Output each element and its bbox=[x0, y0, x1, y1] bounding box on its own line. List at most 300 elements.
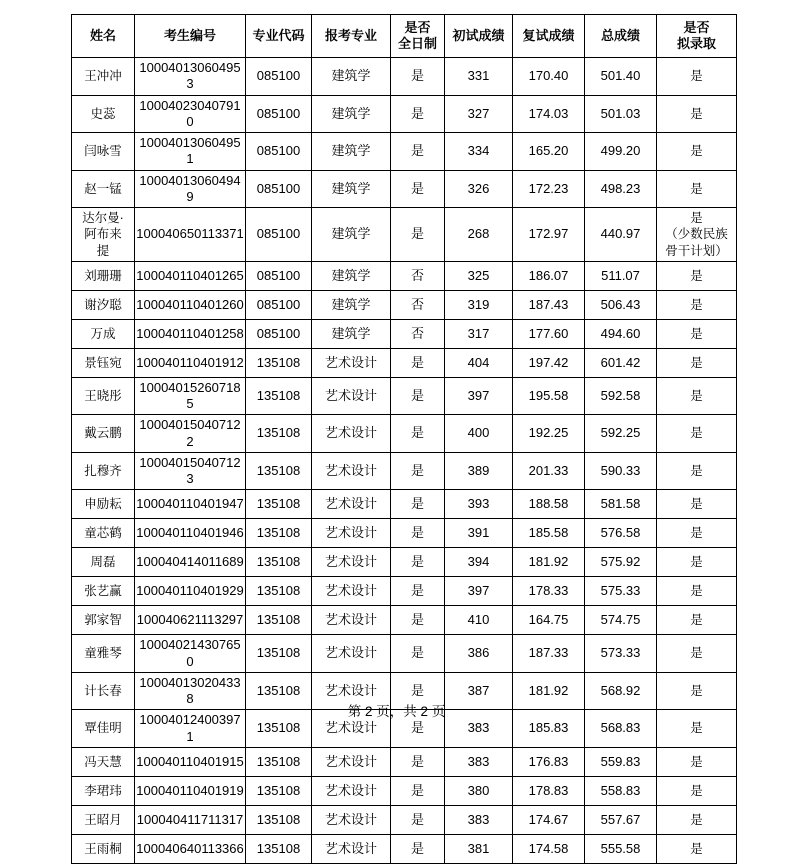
cell-admitted bbox=[657, 261, 737, 290]
cell-admitted bbox=[657, 208, 737, 262]
cell-line: 是 bbox=[690, 326, 703, 341]
cell-major: 艺术设计 bbox=[312, 548, 391, 577]
cell-first-score: 404 bbox=[445, 348, 513, 377]
cell-major-code: 135108 bbox=[246, 747, 312, 776]
cell-second-score: 172.23 bbox=[513, 170, 585, 208]
header-line: 是否 bbox=[683, 19, 710, 35]
cell-major: 艺术设计 bbox=[312, 672, 391, 710]
cell-exam-id: 100040124003971 bbox=[135, 710, 246, 748]
table-row bbox=[72, 776, 737, 805]
cell-name-text bbox=[73, 525, 133, 541]
header-line: 全日制 bbox=[397, 36, 437, 51]
cell-admitted bbox=[657, 519, 737, 548]
cell-major: 艺术设计 bbox=[312, 519, 391, 548]
cell-admitted bbox=[657, 490, 737, 519]
cell-major-code: 085100 bbox=[246, 319, 312, 348]
cell-first-score: 319 bbox=[445, 290, 513, 319]
cell-total-score: 574.75 bbox=[585, 606, 657, 635]
cell-admitted bbox=[657, 377, 737, 415]
cell-line: 是 bbox=[690, 426, 703, 441]
cell-line: 周磊 bbox=[90, 555, 116, 570]
cell-major: 艺术设计 bbox=[312, 606, 391, 635]
cell-name-text bbox=[73, 425, 133, 441]
cell-total-score: 501.40 bbox=[585, 58, 657, 96]
cell-fulltime: 是 bbox=[391, 519, 445, 548]
cell-name bbox=[72, 261, 135, 290]
column-header-major-code bbox=[246, 15, 312, 58]
cell-name-text bbox=[73, 388, 133, 404]
cell-total-score: 601.42 bbox=[585, 348, 657, 377]
cell-line: 是 bbox=[690, 144, 703, 159]
cell-name bbox=[72, 348, 135, 377]
cell-major-code: 135108 bbox=[246, 635, 312, 673]
cell-admitted-text bbox=[658, 181, 735, 197]
column-header-admitted-text bbox=[658, 20, 735, 53]
table-header-row bbox=[72, 15, 737, 58]
cell-admitted bbox=[657, 133, 737, 171]
cell-name-text bbox=[73, 783, 133, 799]
cell-total-score: 575.92 bbox=[585, 548, 657, 577]
cell-exam-id: 100040110401929 bbox=[135, 577, 246, 606]
cell-fulltime: 是 bbox=[391, 452, 445, 490]
cell-major-code: 135108 bbox=[246, 577, 312, 606]
cell-name bbox=[72, 415, 135, 453]
cell-major-code: 085100 bbox=[246, 261, 312, 290]
cell-first-score: 383 bbox=[445, 747, 513, 776]
cell-admitted-text bbox=[658, 645, 735, 661]
cell-first-score: 334 bbox=[445, 133, 513, 171]
cell-name bbox=[72, 776, 135, 805]
cell-line: 谢汐聪 bbox=[84, 297, 122, 312]
cell-admitted-text bbox=[658, 143, 735, 159]
cell-major-code: 085100 bbox=[246, 133, 312, 171]
cell-line: 是 bbox=[690, 584, 703, 599]
cell-fulltime: 是 bbox=[391, 672, 445, 710]
cell-admitted bbox=[657, 452, 737, 490]
cell-admitted-text bbox=[658, 297, 735, 313]
cell-line: 戴云鹏 bbox=[84, 426, 122, 441]
cell-line: （少数民族 bbox=[665, 227, 728, 242]
cell-admitted bbox=[657, 606, 737, 635]
cell-exam-id: 100040650113371 bbox=[135, 208, 246, 262]
cell-total-score: 559.83 bbox=[585, 747, 657, 776]
cell-major-code: 135108 bbox=[246, 348, 312, 377]
cell-line: 达尔曼· bbox=[82, 211, 124, 225]
cell-name bbox=[72, 377, 135, 415]
cell-line: 是 bbox=[690, 268, 703, 283]
cell-name-text bbox=[73, 583, 133, 599]
cell-major: 建筑学 bbox=[312, 319, 391, 348]
cell-second-score: 172.97 bbox=[513, 208, 585, 262]
cell-line: 王晓彤 bbox=[84, 388, 122, 403]
cell-admitted-text bbox=[658, 525, 735, 541]
cell-fulltime: 是 bbox=[391, 747, 445, 776]
cell-major-code: 135108 bbox=[246, 377, 312, 415]
cell-major-code: 135108 bbox=[246, 490, 312, 519]
cell-fulltime: 是 bbox=[391, 490, 445, 519]
cell-major: 建筑学 bbox=[312, 170, 391, 208]
table-row bbox=[72, 319, 737, 348]
cell-first-score: 325 bbox=[445, 261, 513, 290]
cell-line: 景钰宛 bbox=[84, 355, 122, 370]
cell-exam-id: 100040110401919 bbox=[135, 776, 246, 805]
cell-fulltime: 是 bbox=[391, 577, 445, 606]
cell-first-score: 383 bbox=[445, 710, 513, 748]
cell-name bbox=[72, 319, 135, 348]
cell-second-score: 188.58 bbox=[513, 490, 585, 519]
header-line: 专业代码 bbox=[252, 27, 305, 43]
admission-table-container bbox=[71, 14, 728, 864]
cell-major-code: 135108 bbox=[246, 805, 312, 834]
cell-admitted-text bbox=[658, 106, 735, 122]
cell-fulltime: 是 bbox=[391, 208, 445, 262]
table-row bbox=[72, 548, 737, 577]
cell-line: 是 bbox=[690, 555, 703, 570]
column-header-exam-id-text bbox=[136, 28, 244, 44]
cell-exam-id: 100040110401947 bbox=[135, 490, 246, 519]
cell-major-code: 135108 bbox=[246, 776, 312, 805]
table-row bbox=[72, 208, 737, 262]
column-header-total-score-text bbox=[586, 28, 655, 44]
cell-major-code: 085100 bbox=[246, 58, 312, 96]
cell-fulltime: 是 bbox=[391, 377, 445, 415]
cell-first-score: 326 bbox=[445, 170, 513, 208]
cell-admitted-text bbox=[658, 720, 735, 736]
cell-admitted-text bbox=[658, 210, 735, 259]
column-header-total-score bbox=[585, 15, 657, 58]
cell-exam-id: 100040130604953 bbox=[135, 58, 246, 96]
cell-fulltime: 是 bbox=[391, 834, 445, 863]
cell-fulltime: 是 bbox=[391, 415, 445, 453]
cell-exam-id: 100040110401915 bbox=[135, 747, 246, 776]
cell-fulltime: 是 bbox=[391, 95, 445, 133]
cell-admitted bbox=[657, 95, 737, 133]
cell-line: 申励耘 bbox=[84, 497, 122, 512]
cell-total-score: 558.83 bbox=[585, 776, 657, 805]
cell-second-score: 201.33 bbox=[513, 452, 585, 490]
cell-exam-id: 100040150407123 bbox=[135, 452, 246, 490]
cell-second-score: 177.60 bbox=[513, 319, 585, 348]
cell-first-score: 317 bbox=[445, 319, 513, 348]
cell-name-text bbox=[73, 326, 133, 342]
cell-second-score: 176.83 bbox=[513, 747, 585, 776]
table-row bbox=[72, 606, 737, 635]
cell-admitted-text bbox=[658, 554, 735, 570]
header-line: 是否 bbox=[404, 19, 431, 35]
cell-admitted bbox=[657, 577, 737, 606]
cell-fulltime: 是 bbox=[391, 606, 445, 635]
table-row bbox=[72, 377, 737, 415]
cell-exam-id: 100040110401946 bbox=[135, 519, 246, 548]
cell-admitted-text bbox=[658, 355, 735, 371]
column-header-major-text bbox=[313, 28, 389, 44]
cell-line: 是 bbox=[690, 463, 703, 478]
cell-name-text bbox=[73, 812, 133, 828]
cell-first-score: 331 bbox=[445, 58, 513, 96]
cell-major-code: 085100 bbox=[246, 290, 312, 319]
cell-exam-id: 100040110401258 bbox=[135, 319, 246, 348]
cell-line: 王昭月 bbox=[84, 812, 122, 827]
cell-total-score: 440.97 bbox=[585, 208, 657, 262]
cell-total-score: 494.60 bbox=[585, 319, 657, 348]
cell-second-score: 170.40 bbox=[513, 58, 585, 96]
table-row bbox=[72, 635, 737, 673]
table-row bbox=[72, 58, 737, 96]
cell-admitted bbox=[657, 58, 737, 96]
cell-major: 艺术设计 bbox=[312, 834, 391, 863]
cell-fulltime: 是 bbox=[391, 133, 445, 171]
cell-total-score: 555.58 bbox=[585, 834, 657, 863]
header-line: 姓名 bbox=[89, 27, 116, 43]
cell-name-text bbox=[73, 720, 133, 736]
cell-admitted-text bbox=[658, 388, 735, 404]
column-header-exam-id bbox=[135, 15, 246, 58]
cell-admitted bbox=[657, 415, 737, 453]
cell-major-code: 135108 bbox=[246, 415, 312, 453]
table-row bbox=[72, 170, 737, 208]
cell-first-score: 397 bbox=[445, 377, 513, 415]
cell-name-text bbox=[73, 612, 133, 628]
table-row bbox=[72, 577, 737, 606]
cell-total-score: 498.23 bbox=[585, 170, 657, 208]
cell-second-score: 181.92 bbox=[513, 672, 585, 710]
cell-major: 建筑学 bbox=[312, 133, 391, 171]
cell-admitted bbox=[657, 776, 737, 805]
table-row bbox=[72, 834, 737, 863]
column-header-second-score bbox=[513, 15, 585, 58]
cell-major-code: 085100 bbox=[246, 208, 312, 262]
cell-admitted-text bbox=[658, 841, 735, 857]
cell-second-score: 187.43 bbox=[513, 290, 585, 319]
cell-line: 是 bbox=[690, 297, 703, 312]
cell-name-text bbox=[73, 355, 133, 371]
header-line: 报考专业 bbox=[324, 27, 377, 43]
cell-name-text bbox=[73, 106, 133, 122]
cell-second-score: 186.07 bbox=[513, 261, 585, 290]
cell-total-score: 576.58 bbox=[585, 519, 657, 548]
cell-major-code: 135108 bbox=[246, 672, 312, 710]
cell-admitted-text bbox=[658, 463, 735, 479]
cell-name-text bbox=[73, 181, 133, 197]
cell-total-score: 581.58 bbox=[585, 490, 657, 519]
cell-name bbox=[72, 208, 135, 262]
table-row bbox=[72, 747, 737, 776]
cell-total-score: 501.03 bbox=[585, 95, 657, 133]
table-row bbox=[72, 261, 737, 290]
cell-name bbox=[72, 519, 135, 548]
header-line: 复试成绩 bbox=[522, 27, 575, 43]
cell-admitted bbox=[657, 348, 737, 377]
cell-line: 是 bbox=[690, 613, 703, 628]
cell-major: 建筑学 bbox=[312, 95, 391, 133]
table-row bbox=[72, 133, 737, 171]
column-header-first-score bbox=[445, 15, 513, 58]
cell-line: 是 bbox=[690, 646, 703, 661]
cell-admitted-text bbox=[658, 754, 735, 770]
cell-major: 艺术设计 bbox=[312, 377, 391, 415]
page-footer: 第 2 页，共 2 页 bbox=[347, 704, 446, 719]
cell-line: 是 bbox=[690, 683, 703, 698]
cell-major-code: 085100 bbox=[246, 95, 312, 133]
header-line: 总成绩 bbox=[600, 27, 640, 43]
cell-first-score: 397 bbox=[445, 577, 513, 606]
table-row bbox=[72, 452, 737, 490]
cell-major-code: 135108 bbox=[246, 606, 312, 635]
cell-line: 是 bbox=[690, 783, 703, 798]
cell-line: 童雅琴 bbox=[84, 646, 122, 661]
cell-exam-id: 100040130604949 bbox=[135, 170, 246, 208]
cell-name-text bbox=[73, 554, 133, 570]
column-header-first-score-text bbox=[446, 28, 511, 44]
cell-total-score: 499.20 bbox=[585, 133, 657, 171]
cell-line: 是 bbox=[690, 211, 703, 225]
cell-name bbox=[72, 490, 135, 519]
cell-first-score: 380 bbox=[445, 776, 513, 805]
cell-exam-id: 100040621113297 bbox=[135, 606, 246, 635]
cell-major: 艺术设计 bbox=[312, 710, 391, 748]
cell-second-score: 195.58 bbox=[513, 377, 585, 415]
header-line: 初试成绩 bbox=[452, 27, 505, 43]
cell-name-text bbox=[73, 68, 133, 84]
cell-admitted bbox=[657, 805, 737, 834]
cell-admitted-text bbox=[658, 812, 735, 828]
cell-name bbox=[72, 133, 135, 171]
cell-line: 王雨桐 bbox=[84, 841, 122, 856]
cell-total-score: 506.43 bbox=[585, 290, 657, 319]
cell-name-text bbox=[73, 496, 133, 512]
column-header-major bbox=[312, 15, 391, 58]
cell-name bbox=[72, 58, 135, 96]
cell-line: 冯天慧 bbox=[84, 754, 122, 769]
cell-first-score: 387 bbox=[445, 672, 513, 710]
cell-exam-id: 100040110401265 bbox=[135, 261, 246, 290]
cell-total-score: 573.33 bbox=[585, 635, 657, 673]
cell-first-score: 327 bbox=[445, 95, 513, 133]
cell-line: 赵一锰 bbox=[84, 181, 122, 196]
cell-fulltime: 是 bbox=[391, 635, 445, 673]
cell-admitted bbox=[657, 548, 737, 577]
cell-name-text bbox=[73, 463, 133, 479]
cell-line: 是 bbox=[690, 181, 703, 196]
cell-second-score: 174.58 bbox=[513, 834, 585, 863]
cell-major: 建筑学 bbox=[312, 208, 391, 262]
cell-second-score: 178.83 bbox=[513, 776, 585, 805]
cell-fulltime: 是 bbox=[391, 548, 445, 577]
cell-second-score: 178.33 bbox=[513, 577, 585, 606]
cell-admitted-text bbox=[658, 683, 735, 699]
cell-total-score: 557.67 bbox=[585, 805, 657, 834]
cell-name bbox=[72, 452, 135, 490]
column-header-fulltime bbox=[391, 15, 445, 58]
cell-name bbox=[72, 635, 135, 673]
cell-name-text bbox=[73, 210, 133, 259]
cell-exam-id: 100040230407910 bbox=[135, 95, 246, 133]
cell-major: 艺术设计 bbox=[312, 776, 391, 805]
cell-exam-id: 100040214307650 bbox=[135, 635, 246, 673]
cell-admitted-text bbox=[658, 612, 735, 628]
cell-major: 艺术设计 bbox=[312, 747, 391, 776]
cell-fulltime: 否 bbox=[391, 261, 445, 290]
cell-second-score: 181.92 bbox=[513, 548, 585, 577]
admission-results-table bbox=[71, 14, 737, 864]
cell-line: 万成 bbox=[90, 326, 116, 341]
cell-second-score: 164.75 bbox=[513, 606, 585, 635]
cell-admitted-text bbox=[658, 425, 735, 441]
cell-first-score: 391 bbox=[445, 519, 513, 548]
cell-first-score: 389 bbox=[445, 452, 513, 490]
header-line: 拟录取 bbox=[676, 36, 716, 51]
cell-name bbox=[72, 805, 135, 834]
cell-name bbox=[72, 548, 135, 577]
cell-admitted bbox=[657, 635, 737, 673]
cell-exam-id: 100040152607185 bbox=[135, 377, 246, 415]
cell-fulltime: 否 bbox=[391, 290, 445, 319]
cell-first-score: 394 bbox=[445, 548, 513, 577]
cell-line: 是 bbox=[690, 721, 703, 736]
cell-first-score: 386 bbox=[445, 635, 513, 673]
cell-first-score: 400 bbox=[445, 415, 513, 453]
cell-fulltime: 是 bbox=[391, 348, 445, 377]
cell-major: 建筑学 bbox=[312, 261, 391, 290]
cell-line: 张艺赢 bbox=[84, 584, 122, 599]
cell-major-code: 085100 bbox=[246, 170, 312, 208]
cell-total-score: 592.58 bbox=[585, 377, 657, 415]
header-line: 考生编号 bbox=[163, 27, 216, 43]
table-row bbox=[72, 519, 737, 548]
cell-line: 闫咏雪 bbox=[84, 144, 122, 159]
cell-name-text bbox=[73, 841, 133, 857]
cell-major-code: 135108 bbox=[246, 710, 312, 748]
cell-name-text bbox=[73, 268, 133, 284]
cell-exam-id: 100040110401912 bbox=[135, 348, 246, 377]
cell-total-score: 568.92 bbox=[585, 672, 657, 710]
cell-admitted-text bbox=[658, 583, 735, 599]
cell-fulltime: 是 bbox=[391, 58, 445, 96]
cell-first-score: 383 bbox=[445, 805, 513, 834]
cell-second-score: 192.25 bbox=[513, 415, 585, 453]
cell-name-text bbox=[73, 683, 133, 699]
cell-major: 艺术设计 bbox=[312, 805, 391, 834]
cell-line: 是 bbox=[690, 106, 703, 121]
column-header-major-code-text bbox=[247, 28, 310, 44]
table-row bbox=[72, 490, 737, 519]
cell-exam-id: 100040640113366 bbox=[135, 834, 246, 863]
cell-total-score: 568.83 bbox=[585, 710, 657, 748]
cell-major-code: 135108 bbox=[246, 834, 312, 863]
cell-second-score: 165.20 bbox=[513, 133, 585, 171]
cell-admitted-text bbox=[658, 783, 735, 799]
cell-second-score: 185.58 bbox=[513, 519, 585, 548]
cell-major: 建筑学 bbox=[312, 290, 391, 319]
cell-major-code: 135108 bbox=[246, 548, 312, 577]
cell-major: 艺术设计 bbox=[312, 635, 391, 673]
column-header-name-text bbox=[73, 28, 133, 44]
cell-major-code: 135108 bbox=[246, 519, 312, 548]
cell-admitted bbox=[657, 834, 737, 863]
cell-second-score: 174.67 bbox=[513, 805, 585, 834]
cell-line: 阿布来 bbox=[84, 227, 122, 242]
cell-exam-id: 100040150407122 bbox=[135, 415, 246, 453]
cell-admitted bbox=[657, 747, 737, 776]
cell-name bbox=[72, 290, 135, 319]
column-header-fulltime-text bbox=[392, 20, 443, 53]
cell-name bbox=[72, 577, 135, 606]
cell-admitted bbox=[657, 170, 737, 208]
cell-fulltime: 是 bbox=[391, 805, 445, 834]
table-header bbox=[72, 15, 737, 58]
cell-line: 童芯鹤 bbox=[84, 526, 122, 541]
cell-second-score: 174.03 bbox=[513, 95, 585, 133]
